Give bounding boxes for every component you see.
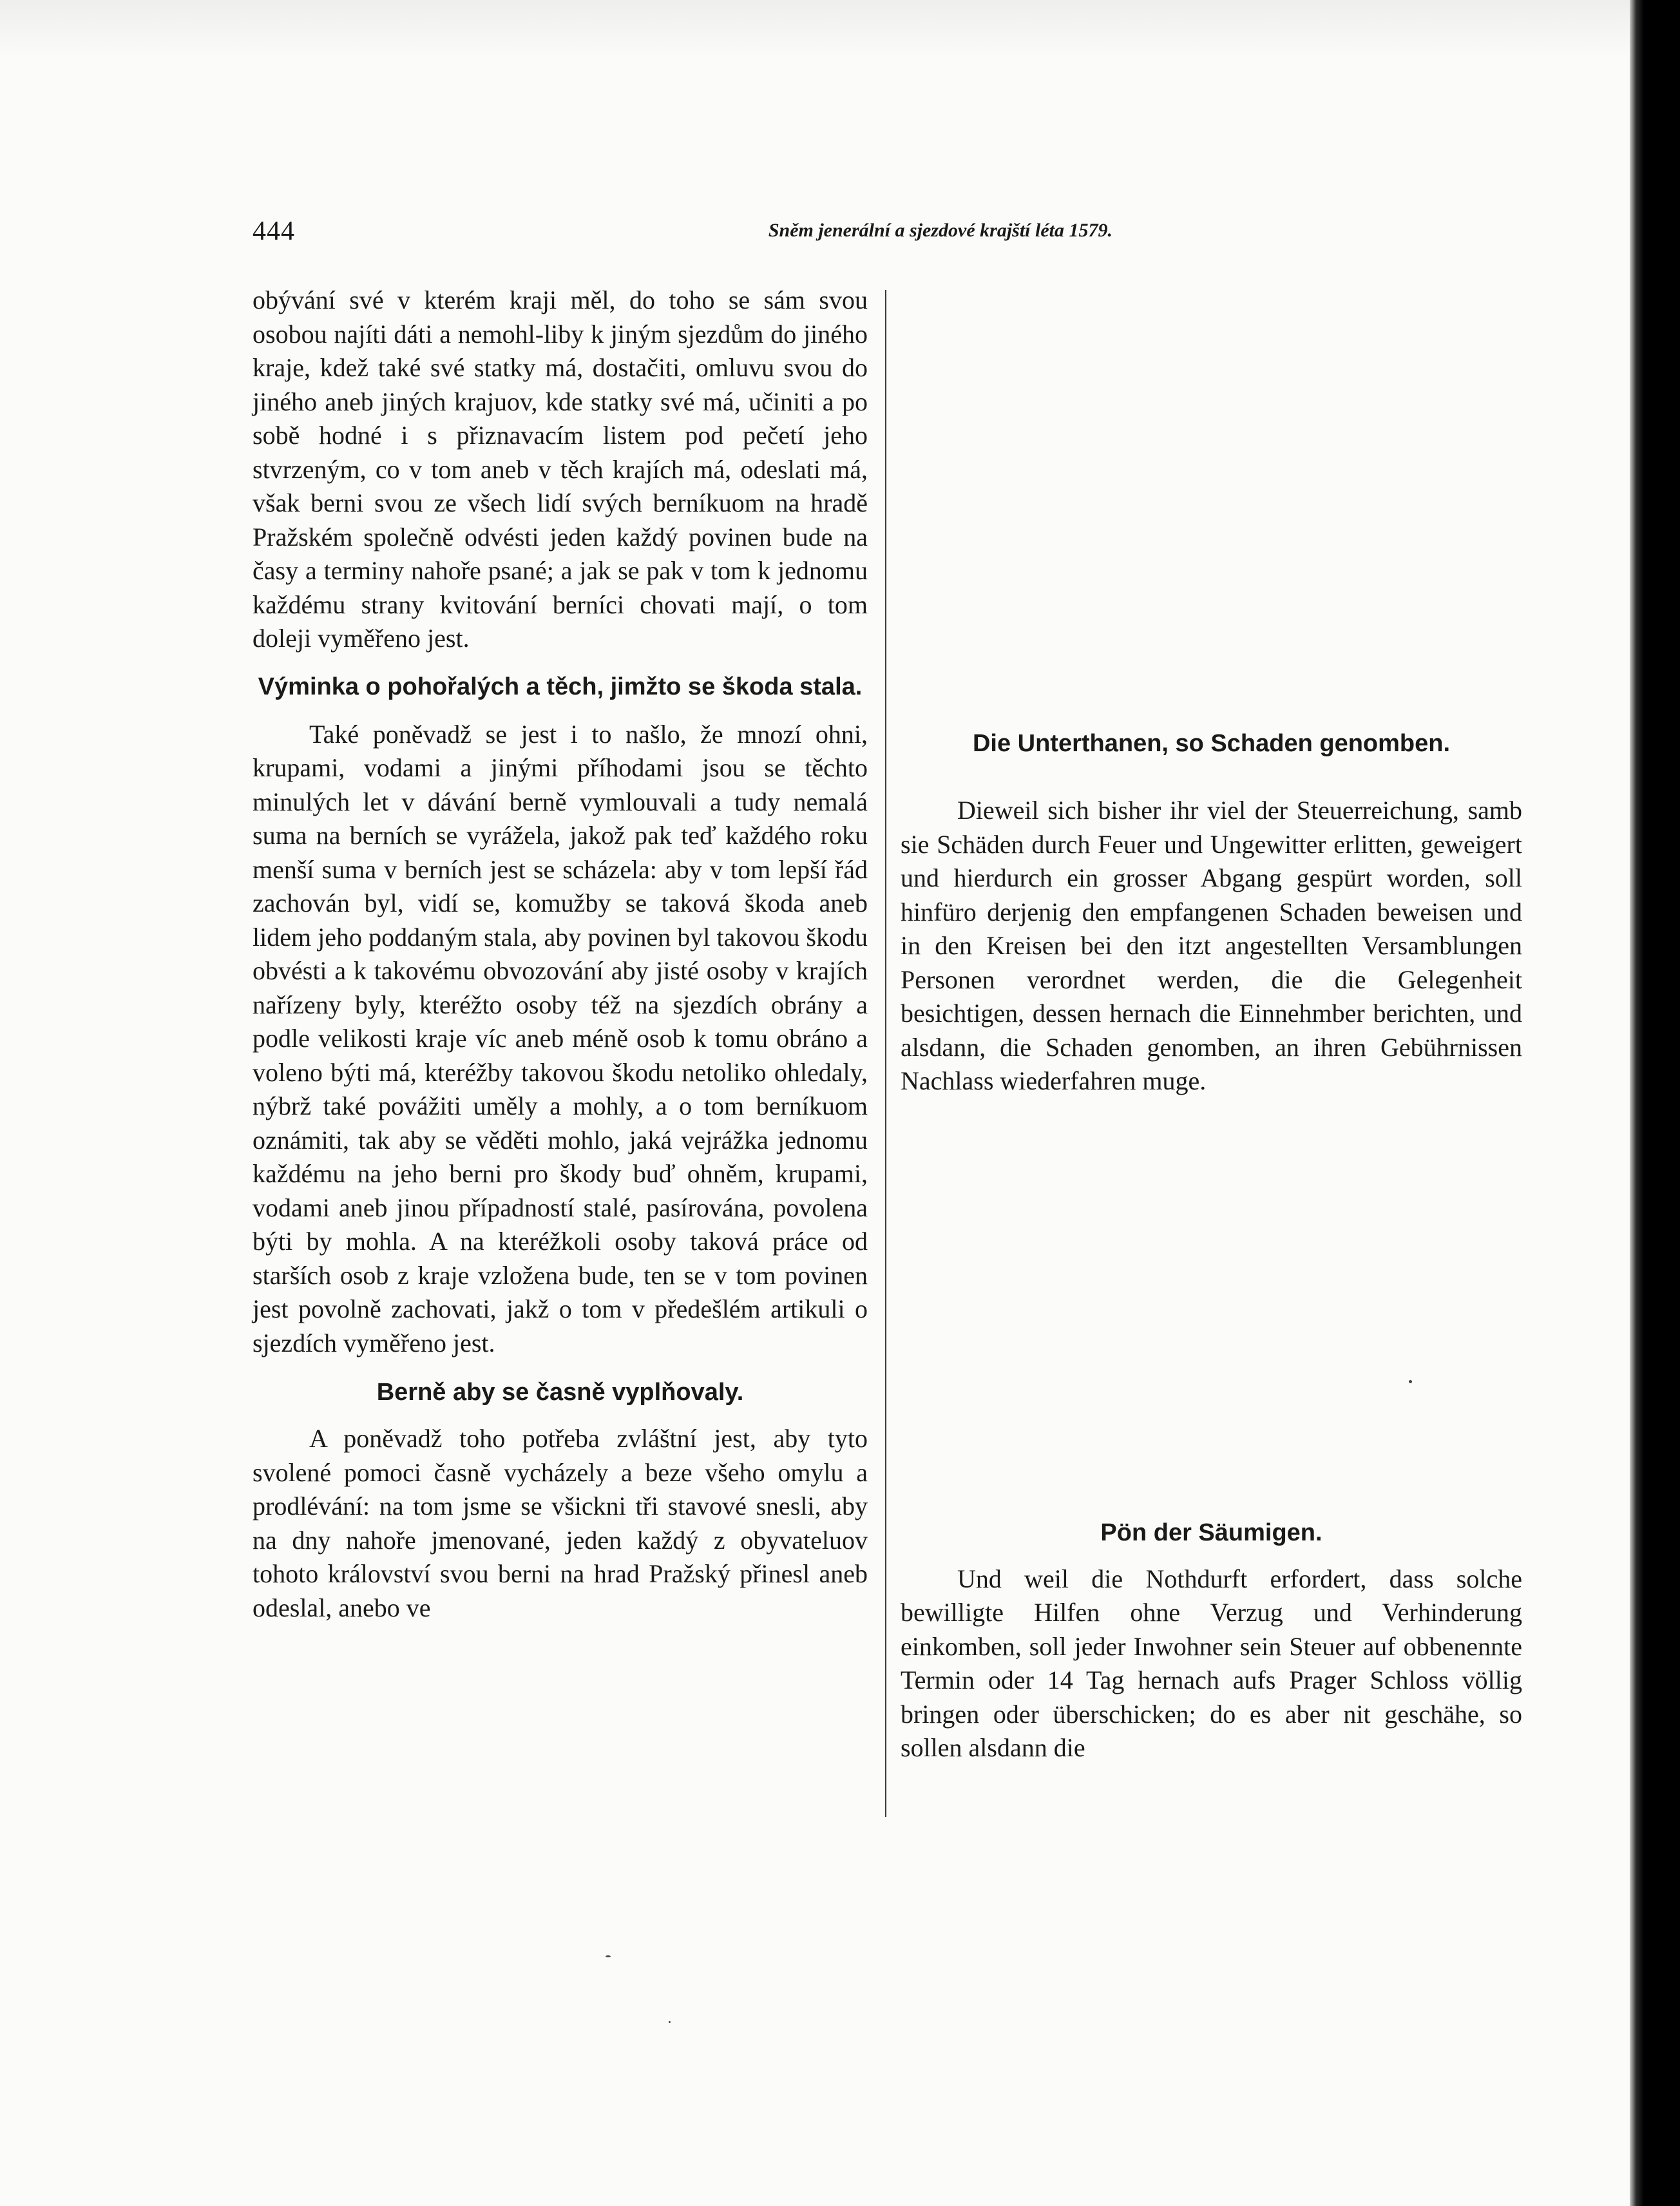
german-paragraph: Dieweil sich bisher ihr viel der Steuerreichung, samb sie Schäden durch Feuer und Ungewitter erlitten, geweigert und hierdurch ein grosser Abgang gespürt worden, soll hinfüro derjenig den empfangenen Schaden beweisen und in den Kreisen bei den itzt angestellten Versamblungen Personen verordnet werden, die die Gelegenheit besichtigen, dessen hernach die Einnehmber berichten, und alsdann, die Schaden genomben, an ihren Gebührnissen Nachlass wiederfahren muge. xyxy=(901,796,1522,1095)
scan-shadow xyxy=(0,0,1630,58)
scan-edge xyxy=(1630,0,1680,2206)
scan-speck xyxy=(606,1955,611,1957)
german-section-heading: Die Unterthanen, so Schaden genomben. xyxy=(972,730,1451,757)
scan-speck xyxy=(669,2021,671,2023)
german-paragraph: Und weil die Nothdurft erfordert, dass solche bewilligte Hilfen ohne Verzug und Verhinderung einkomben, soll jeder Inwohner sein Steuer auf obbenennte Termin oder 14 Tag hernach aufs Prager Schloss völlig bringen oder überschicken; do es aber nit geschähe, so sollen alsdann die xyxy=(901,1564,1522,1762)
czech-opening-paragraph: obývání své v kterém kraji měl, do toho se sám svou osobou najíti dáti a nemohl-liby k jiným sjezdům do jiného kraje, kdež také své statky má, dostačiti, omluvu svou do jiného aneb jiných krajuov, kde statky své má, učiniti a po sobě hodné i s přiznavacím listem pod pečetí jeho stvrzeným, co v tom aneb v těch krajích má, odeslati má, však berni svou ze všech lidí svých berníkuom na hradě Pražském společně odvésti jeden každý povinen bude na časy a terminy nahoře psané; a jak se pak v tom k jednomu každému strany kvitování berníci chovati mají, o tom doleji vyměřeno jest. xyxy=(253,285,868,653)
page-header xyxy=(253,216,1112,254)
running-title: Sněm jenerální a sjezdové krajští léta 1579. xyxy=(768,220,1112,241)
czech-paragraph: Také poněvadž se jest i to našlo, že mnozí ohni, krupami, vodami a jinými příhodami jsou se těchto minulých let v dávání berně vymlouvali a tudy nemalá suma na berních se vyrážela, jakož pak teď každého roku menší suma v berních jest se scházela: aby v tom lepší řád zachován byl, vidí se, komužby se taková škoda aneb lidem jeho poddaným stala, aby povinen byl takovou škodu obvésti a k takovému obvozování aby jisté osoby v krajích nařízeny byly, kteréžto osoby též na sjezdích obrány a podle velikosti kraje víc aneb méně osob k tomu obráno a voleno býti má, kteréžby takovou škodu netoliko ohledaly, nýbrž také povážiti uměly a mohly, a o tom berníkuom oznámiti, tak aby se věděti mohlo, jaká vejrážka jednomu každému na jeho berni pro škody buď ohněm, krupami, vodami aneb jinou případností stalé, pasírována, povolena býti by mohla. A na kteréžkoli osoby taková práce od starších osob z kraje vzložena bude, ten se v tom povinen jest povolně zachovati, jakž o tom v předešlém artikuli o sjezdích vyměřeno jest. xyxy=(253,719,868,1357)
czech-section-heading: Berně aby se časně vyplňovaly. xyxy=(376,1379,744,1406)
page-number: 444 xyxy=(253,216,295,246)
czech-column xyxy=(253,283,868,1625)
column-divider xyxy=(885,290,886,1817)
czech-section-heading: Výminka o pohořalých a těch, jimžto se škoda stala. xyxy=(258,673,863,700)
german-column xyxy=(901,283,1522,1765)
german-section-heading: Pön der Säumigen. xyxy=(1100,1519,1322,1546)
scan-speck xyxy=(1409,1380,1412,1383)
czech-paragraph: A poněvadž toho potřeba zvláštní jest, aby tyto svolené pomoci časně vycházely a beze všeho omylu a prodlévání: na tom jsme se všickni tři stavové snesli, aby na dny nahoře jmenované, jeden každý z obyvateluov tohoto království svou berni na hrad Pražský přinesl aneb odeslal, anebo ve xyxy=(253,1424,868,1622)
